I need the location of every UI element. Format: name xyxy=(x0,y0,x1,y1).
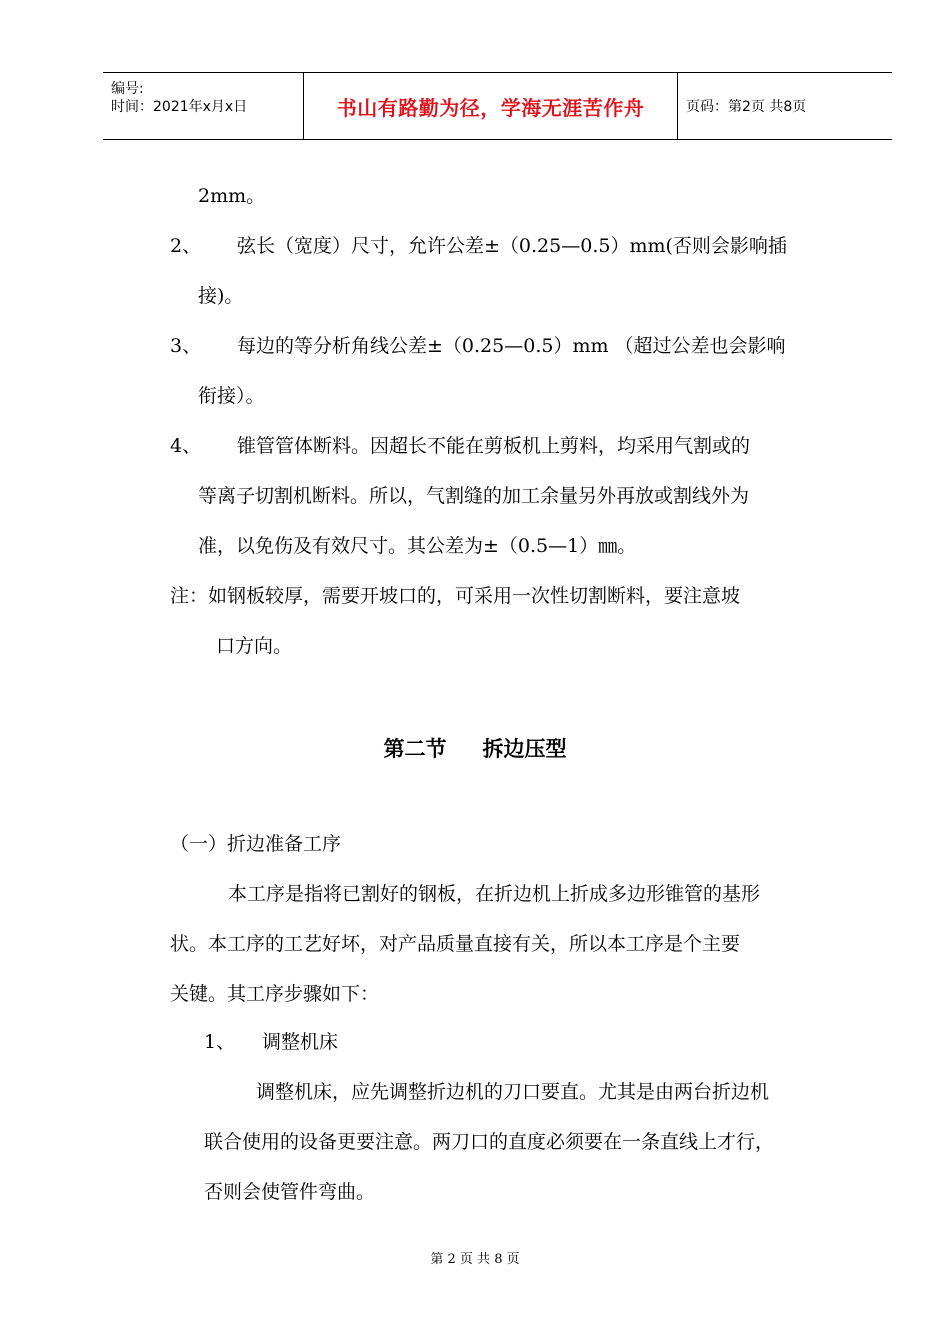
item-2-number: 2、 xyxy=(170,235,202,257)
item-3-text: 每边的等分析角线公差±（0.25—0.5）mm （超过公差也会影响 xyxy=(237,335,786,357)
step-1-line-1: 调整机床，应先调整折边机的刀口要直。尤其是由两台折边机 xyxy=(256,1081,770,1103)
item-4-text-cont2: 准，以免伤及有效尺寸。其公差为±（0.5—1）㎜。 xyxy=(198,535,637,557)
paragraph-1-line-3: 关键。其工序步骤如下： xyxy=(170,983,380,1005)
header-meta-cell xyxy=(103,73,304,139)
sub-heading: （一）折边准备工序 xyxy=(170,833,342,855)
continued-line: 2mm。 xyxy=(198,185,266,207)
item-4-text-cont1: 等离子切割机断料。所以，气割缝的加工余量另外再放或割线外为 xyxy=(198,485,750,507)
section-title-name: 拆边压型 xyxy=(482,736,567,761)
step-1-line-3: 否则会使管件弯曲。 xyxy=(204,1181,376,1203)
item-4-number: 4、 xyxy=(170,435,202,457)
header-page-info: 页码：第2页 共8页 xyxy=(686,99,807,115)
paragraph-1-line-2: 状。本工序的工艺好坏，对产品质量直接有关，所以本工序是个主要 xyxy=(170,933,741,955)
item-4-text: 锥管管体断料。因超长不能在剪板机上剪料，均采用气割或的 xyxy=(237,435,751,457)
item-3-number: 3、 xyxy=(170,335,202,357)
page-header xyxy=(103,72,892,140)
item-3-text-cont: 衔接）。 xyxy=(198,385,265,407)
step-1-line-2: 联合使用的设备更要注意。两刀口的直度必须要在一条直线上才行， xyxy=(204,1131,775,1153)
item-2-text: 弦长（宽度）尺寸，允许公差±（0.25—0.5）mm(否则会影响插 xyxy=(237,235,787,257)
header-time-label: 时间：2021年x月x日 xyxy=(111,99,248,115)
header-motto: 书山有路勤为径，学海无涯苦作舟 xyxy=(336,95,645,120)
item-2-text-cont: 接)。 xyxy=(198,285,244,307)
section-title xyxy=(0,733,950,763)
note-text: 注：如钢板较厚，需要开坡口的，可采用一次性切割断料，要注意坡 xyxy=(170,585,741,607)
header-motto-cell xyxy=(304,73,678,139)
step-1-title: 调整机床 xyxy=(262,1031,339,1053)
note-text-cont: 口方向。 xyxy=(216,635,293,657)
step-1-number: 1、 xyxy=(204,1031,236,1053)
paragraph-1-line-1: 本工序是指将已割好的钢板，在折边机上折成多边形锥管的基形 xyxy=(228,883,761,905)
header-number-label: 编号: xyxy=(111,81,144,97)
section-title-number: 第二节 xyxy=(383,736,447,761)
page-footer: 第 2 页 共 8 页 xyxy=(430,1252,520,1267)
